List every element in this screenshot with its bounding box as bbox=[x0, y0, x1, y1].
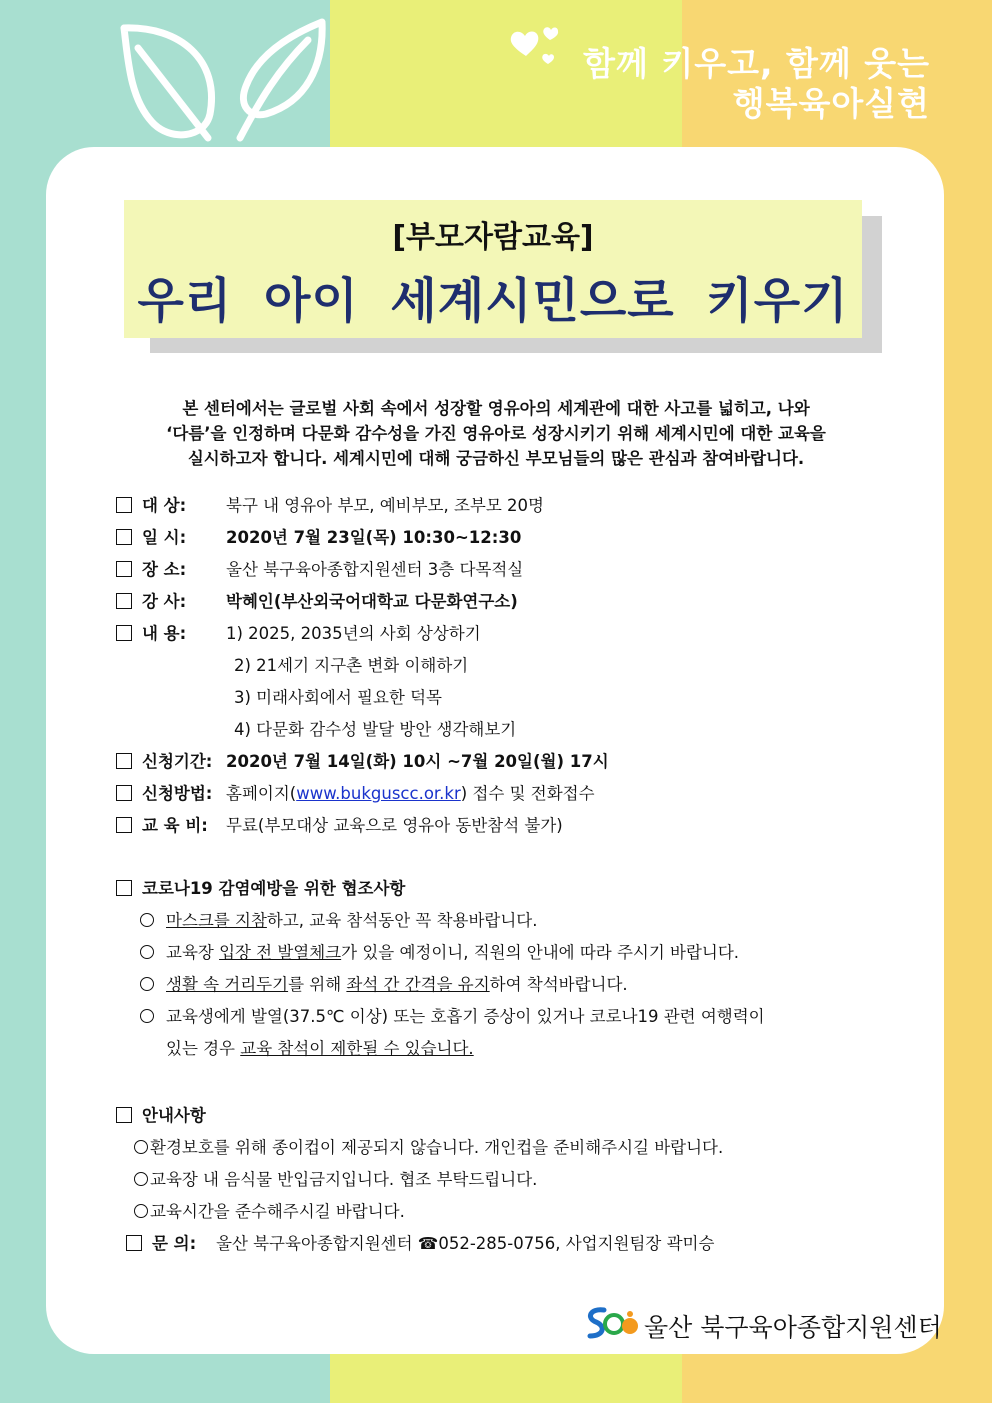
notice-item bbox=[116, 1164, 896, 1196]
notice-section bbox=[116, 1100, 896, 1260]
detail-content bbox=[116, 618, 896, 650]
detail-label: 강 사: bbox=[142, 592, 187, 611]
checkbox-icon bbox=[116, 817, 132, 833]
contact-value: 052-285-0756, 사업지원팀장 곽미승 bbox=[438, 1234, 715, 1253]
detail-period bbox=[116, 746, 896, 778]
intro-line2: ‘다름’을 인정하며 다문화 감수성을 가진 영유아로 성장시키기 위해 세계시민에 대한 교육을 bbox=[166, 424, 826, 443]
notice-heading bbox=[116, 1100, 896, 1132]
covid-heading-text: 코로나19 감염예방을 위한 협조사항 bbox=[142, 879, 406, 898]
contact-value: 울산 북구육아종합지원센터 bbox=[216, 1234, 418, 1253]
covid-emphasis: 교육 참석이 제한될 수 있습니다. bbox=[240, 1039, 474, 1058]
page-title: 우리 아이 세계시민으로 키우기 bbox=[137, 273, 849, 329]
covid-text: 가 있을 예정이니, 직원의 안내에 따라 주시기 바랍니다. bbox=[341, 943, 740, 962]
circle-bullet-icon bbox=[134, 1140, 148, 1154]
detail-label: 교 육 비: bbox=[142, 816, 208, 835]
method-prefix: 홈페이지( bbox=[226, 784, 297, 803]
covid-text: 있는 경우 bbox=[166, 1039, 241, 1058]
notice-text: 교육장 내 음식물 반입금지입니다. 협조 부탁드립니다. bbox=[150, 1170, 538, 1189]
notice-item bbox=[116, 1196, 896, 1228]
covid-item bbox=[116, 1001, 896, 1033]
covid-emphasis: 입장 전 발열체크 bbox=[219, 943, 342, 962]
center-logo-text: 울산 북구육아종합지원센터 bbox=[644, 1313, 942, 1342]
detail-value: 울산 북구육아종합지원센터 3층 다목적실 bbox=[226, 560, 524, 579]
title-subtitle: [부모자람교육] bbox=[392, 220, 594, 255]
checkbox-icon bbox=[116, 753, 132, 769]
detail-value: 2020년 7월 23일(목) 10:30~12:30 bbox=[226, 528, 522, 547]
covid-text: 하고, 교육 참석동안 꼭 착용바랍니다. bbox=[266, 911, 538, 930]
detail-value: 무료(부모대상 교육으로 영유아 동반참석 불가) bbox=[226, 816, 563, 835]
content-item: 1) 2025, 2035년의 사회 상상하기 bbox=[226, 624, 481, 643]
checkbox-icon bbox=[116, 561, 132, 577]
contact-row bbox=[116, 1228, 896, 1260]
detail-label: 신청방법: bbox=[142, 784, 213, 803]
detail-label: 대 상: bbox=[142, 496, 187, 515]
method-suffix: ) 접수 및 전화접수 bbox=[460, 784, 595, 803]
detail-label: 내 용: bbox=[142, 624, 187, 643]
slogan-line2: 행복육아실현 bbox=[732, 84, 930, 123]
notice-item bbox=[116, 1132, 896, 1164]
notice-text: 환경보호를 위해 종이컵이 제공되지 않습니다. 개인컵을 준비해주시길 바랍니다. bbox=[150, 1138, 724, 1157]
leaf-icon bbox=[110, 10, 340, 150]
detail-value: 북구 내 영유아 부모, 예비부모, 조부모 20명 bbox=[226, 496, 544, 515]
phone-icon: ☎ bbox=[417, 1234, 439, 1253]
notice-heading-text: 안내사항 bbox=[142, 1106, 206, 1125]
content-item: 2) 21세기 지구촌 변화 이해하기 bbox=[234, 656, 469, 675]
covid-item bbox=[116, 905, 896, 937]
center-logo bbox=[582, 1304, 942, 1344]
covid-item-continued bbox=[116, 1033, 896, 1065]
content-item: 4) 다문화 감수성 발달 방안 생각해보기 bbox=[234, 720, 517, 739]
detail-date bbox=[116, 522, 896, 554]
detail-label: 일 시: bbox=[142, 528, 187, 547]
circle-bullet-icon bbox=[140, 913, 154, 927]
circle-bullet-icon bbox=[140, 945, 154, 959]
covid-item bbox=[116, 937, 896, 969]
hearts-icon bbox=[506, 20, 570, 70]
circle-bullet-icon bbox=[140, 1009, 154, 1023]
detail-label: 장 소: bbox=[142, 560, 187, 579]
intro-line3: 실시하고자 합니다. 세계시민에 대해 궁금하신 부모님들의 많은 관심과 참여바랍니다. bbox=[187, 449, 805, 468]
title-box bbox=[124, 200, 862, 338]
slogan-line1: 함께 키우고, 함께 웃는 bbox=[583, 44, 930, 83]
checkbox-icon bbox=[116, 497, 132, 513]
content-item: 3) 미래사회에서 필요한 덕목 bbox=[234, 688, 442, 707]
details-list bbox=[116, 490, 896, 842]
covid-heading bbox=[116, 873, 896, 905]
detail-label: 신청기간: bbox=[142, 752, 213, 771]
contact-label: 문 의: bbox=[152, 1234, 197, 1253]
detail-value: 박혜인(부산외국어대학교 다문화연구소) bbox=[226, 592, 518, 611]
checkbox-icon bbox=[116, 880, 132, 896]
checkbox-icon bbox=[116, 1107, 132, 1123]
covid-text: 하여 착석바랍니다. bbox=[489, 975, 628, 994]
detail-fee bbox=[116, 810, 896, 842]
notice-text: 교육시간을 준수해주시길 바랍니다. bbox=[150, 1202, 405, 1221]
covid-text: 교육생에게 발열(37.5℃ 이상) 또는 호흡기 증상이 있거나 코로나19 관련 여행력이 bbox=[166, 1007, 765, 1026]
homepage-link[interactable]: www.bukguscc.or.kr bbox=[296, 784, 461, 803]
detail-place bbox=[116, 554, 896, 586]
intro-line1: 본 센터에서는 글로벌 사회 속에서 성장할 영유아의 세계관에 대한 사고를 넓히고, 나와 bbox=[182, 399, 810, 418]
checkbox-icon bbox=[116, 785, 132, 801]
covid-emphasis: 마스크를 지참 bbox=[166, 911, 267, 930]
checkbox-icon bbox=[116, 625, 132, 641]
covid-text: 를 위해 bbox=[288, 975, 347, 994]
covid-emphasis: 좌석 간 간격을 유지 bbox=[346, 975, 490, 994]
checkbox-icon bbox=[116, 529, 132, 545]
center-logo-icon bbox=[582, 1304, 642, 1344]
checkbox-icon bbox=[126, 1235, 142, 1251]
circle-bullet-icon bbox=[140, 977, 154, 991]
detail-lecturer bbox=[116, 586, 896, 618]
detail-target bbox=[116, 490, 896, 522]
circle-bullet-icon bbox=[134, 1172, 148, 1186]
detail-value: 2020년 7월 14일(화) 10시 ~7월 20일(월) 17시 bbox=[226, 752, 609, 771]
slogan bbox=[583, 44, 930, 124]
covid-emphasis: 생활 속 거리두기 bbox=[166, 975, 289, 994]
covid-section bbox=[116, 873, 896, 1065]
detail-method bbox=[116, 778, 896, 810]
circle-bullet-icon bbox=[134, 1204, 148, 1218]
checkbox-icon bbox=[116, 593, 132, 609]
intro-paragraph bbox=[110, 396, 882, 471]
covid-item bbox=[116, 969, 896, 1001]
covid-text: 교육장 bbox=[166, 943, 220, 962]
